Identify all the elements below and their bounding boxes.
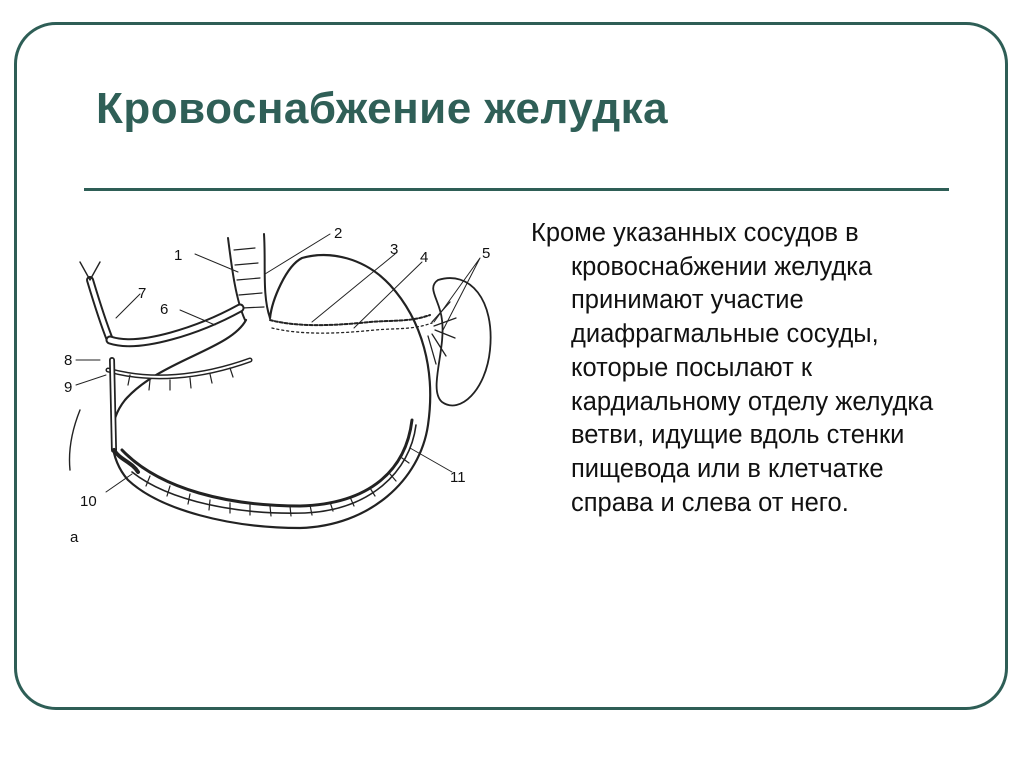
stomach-blood-supply-diagram <box>50 210 520 555</box>
label-9: 9 <box>64 379 73 396</box>
title-divider <box>84 188 949 191</box>
label-11: 11 <box>450 469 466 486</box>
label-10: 10 <box>80 493 97 510</box>
body-paragraph: Кроме указанных сосудов в кровоснабжении желудка принимают участие диафрагмальные сосуды, которые посылают к кардиальному отделу желудка ветви, идущие вдоль стенки пищевода или в клетчатке справа и слева от него. <box>531 219 934 517</box>
slide-title: Кровоснабжение желудка <box>96 84 669 133</box>
label-7: 7 <box>138 285 147 302</box>
label-4: 4 <box>420 249 429 266</box>
label-a: а <box>70 529 79 546</box>
label-1: 1 <box>174 247 183 264</box>
label-8: 8 <box>64 352 73 369</box>
label-3: 3 <box>390 241 399 258</box>
label-6: 6 <box>160 301 169 318</box>
label-2: 2 <box>334 225 343 242</box>
body-text <box>531 217 961 520</box>
anatomy-illustration <box>50 210 520 555</box>
label-5: 5 <box>482 245 491 262</box>
